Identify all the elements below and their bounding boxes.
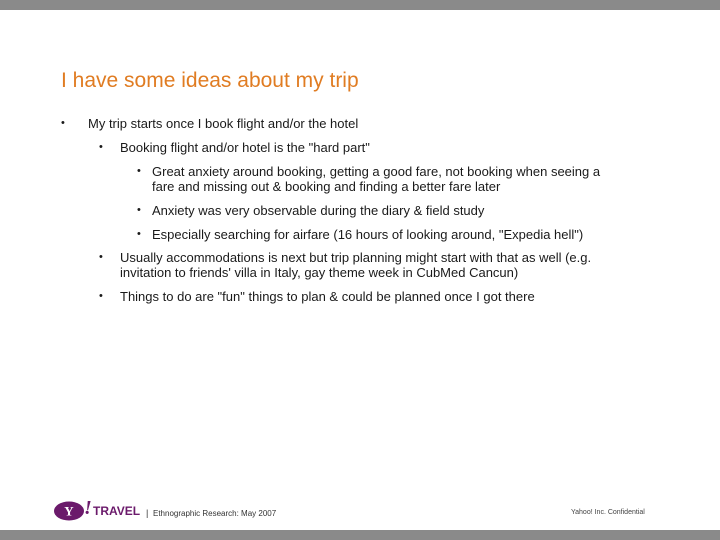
bullet-text: Usually accommodations is next but trip planning might start with that as well (e.g. (120, 250, 592, 265)
bullet-text-continued: invitation to friends' villa in Italy, gay theme week in CubMed Cancun) (120, 265, 519, 280)
bottom-bar (0, 530, 720, 540)
bullet-marker: • (61, 117, 65, 129)
bullet-marker: • (99, 141, 103, 153)
yahoo-logo-letter: Y (64, 503, 74, 519)
bullet-marker: • (137, 228, 141, 240)
bullet-marker: • (137, 204, 141, 216)
yahoo-travel-logo (53, 496, 145, 526)
bullet-text: Booking flight and/or hotel is the "hard part" (120, 140, 370, 155)
travel-brand-text: TRAVEL (93, 504, 141, 518)
footer-subtitle: Ethnographic Research: May 2007 (153, 509, 277, 518)
bullet-text: Anxiety was very observable during the diary & field study (152, 203, 485, 218)
bullet-text: Great anxiety around booking, getting a good fare, not booking when seeing a (152, 164, 601, 179)
footer-separator: | (146, 508, 149, 518)
top-bar (0, 0, 720, 10)
slide-title: I have some ideas about my trip (61, 69, 359, 92)
bullet-marker: • (137, 165, 141, 177)
bullet-text: Especially searching for airfare (16 hours of looking around, "Expedia hell") (152, 227, 584, 242)
bullet-text-continued: fare and missing out & booking and finding a better fare later (152, 179, 501, 194)
yahoo-logo-exclaim: ! (84, 497, 92, 519)
bullet-text: My trip starts once I book flight and/or the hotel (88, 116, 359, 131)
bullet-marker: • (99, 290, 103, 302)
footer-confidential: Yahoo! Inc. Confidential (571, 509, 645, 516)
bullet-text: Things to do are "fun" things to plan & could be planned once I got there (120, 289, 535, 304)
bullet-marker: • (99, 251, 103, 263)
